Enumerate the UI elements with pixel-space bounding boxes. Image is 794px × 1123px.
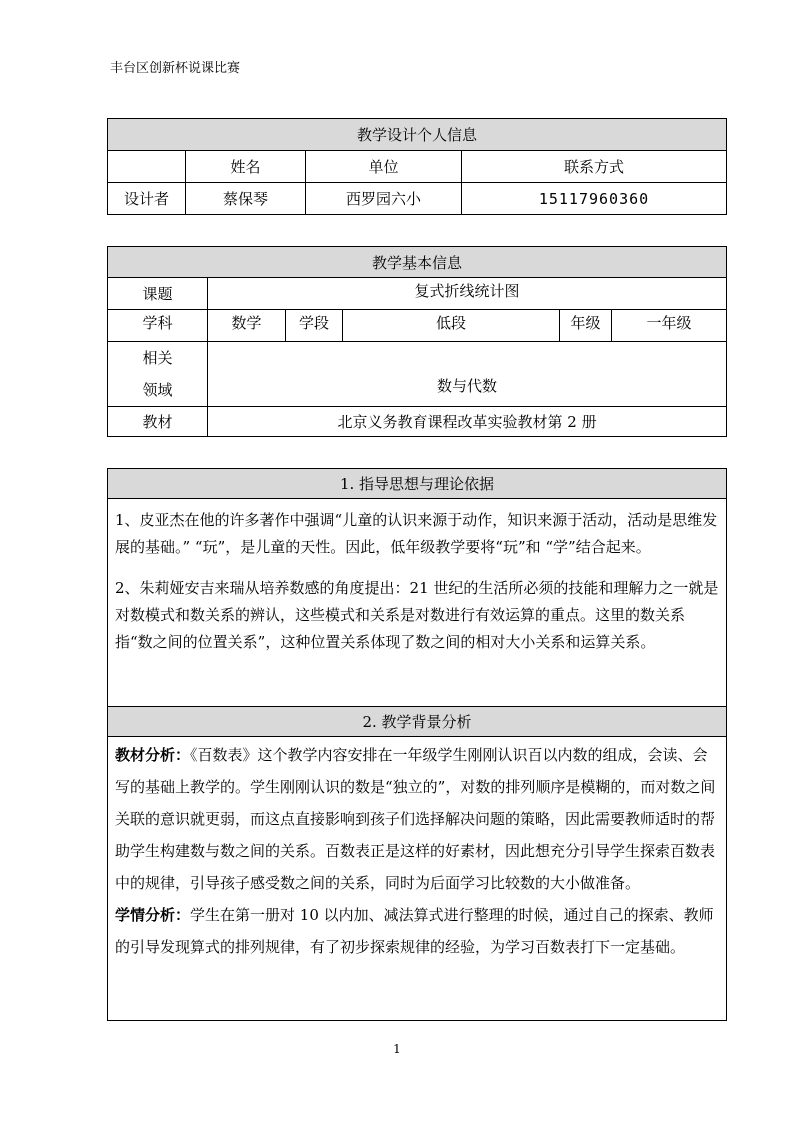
- designer-label: 设计者: [108, 183, 186, 215]
- design-sections-table: [107, 468, 727, 1021]
- basic-info-title: 教学基本信息: [108, 247, 727, 278]
- personal-info-table: [107, 118, 727, 215]
- page-header: 丰台区创新杯说课比赛: [110, 61, 241, 76]
- designer-unit: 西罗园六小: [306, 183, 462, 215]
- grade-label: 年级: [560, 310, 612, 342]
- col-unit-header: 单位: [306, 151, 462, 183]
- col-name-header: 姓名: [186, 151, 306, 183]
- textbook-label: 教材: [108, 407, 208, 437]
- grade-value: 一年级: [612, 310, 727, 342]
- col-contact-header: 联系方式: [462, 151, 727, 183]
- subject-value: 数学: [208, 310, 286, 342]
- designer-name: 蔡保琴: [186, 183, 306, 215]
- domain-label: [108, 342, 208, 407]
- personal-info-title: 教学设计个人信息: [108, 119, 727, 151]
- domain-value: 数与代数: [208, 342, 727, 407]
- empty-cell: [108, 151, 186, 183]
- basic-info-table: [107, 246, 727, 437]
- material-analysis-paragraph: [115, 739, 720, 899]
- stage-label: 学段: [286, 310, 343, 342]
- domain-label-line-1: 相关: [142, 349, 173, 367]
- section1-paragraph-1: 1、皮亚杰在他的许多著作中强调“儿童的认识来源于动作，知识来源于活动，活动是思维发展的基础。” “玩”，是儿童的天性。因此，低年级教学要将“玩”和 “学”结合起来。: [115, 511, 718, 556]
- learner-analysis-text: 学生在第一册对 10 以内加、减法算式进行整理的时候，通过自己的探索、教师的引导发现算式的排列规律，有了初步探索规律的经验，为学习百数表打下一定基础。: [115, 906, 714, 956]
- topic-label: 课题: [108, 278, 208, 310]
- section1-paragraph-2: 2、朱莉娅安吉来瑞从培养数感的角度提出：21 世纪的生活所必须的技能和理解力之一就是对数模式和数关系的辨认，这些模式和关系是对数进行有效运算的重点。这里的数关系指“数之间的位置关系”，这种位置关系体现了数之间的相对大小关系和运算关系。: [115, 579, 719, 651]
- domain-label-line-2: 领域: [142, 381, 173, 399]
- material-analysis-text: 《百数表》这个教学内容安排在一年级学生刚刚认识百以内数的组成，会读、会写的基础上教学的。学生刚刚认识的数是“独立的”，对数的排列顺序是模糊的，而对数之间关联的意识就更弱，而这点直接影响到孩子们选择解决问题的策略，因此需要教师适时的帮助学生构建数与数之间的关系。百数表正是这样的好素材，因此想充分引导学生探索百数表中的规律，引导孩子感受数之间的关系，同时为后面学习比较数的大小做准备。: [115, 746, 716, 892]
- section2-title: 2. 教学背景分析: [108, 707, 727, 737]
- learner-analysis-label: 学情分析：: [115, 906, 191, 924]
- page-number: 1: [393, 1042, 401, 1056]
- stage-value: 低段: [343, 310, 560, 342]
- topic-value: 复式折线统计图: [208, 278, 727, 310]
- section1-body: [108, 499, 727, 707]
- subject-label: 学科: [108, 310, 208, 342]
- learner-analysis-paragraph: [115, 899, 720, 963]
- textbook-value: 北京义务教育课程改革实验教材第 2 册: [208, 407, 727, 437]
- material-analysis-label: 教材分析：: [115, 746, 191, 764]
- section1-title: 1. 指导思想与理论依据: [108, 469, 727, 499]
- section2-body: [108, 737, 727, 1021]
- designer-contact: 15117960360: [462, 183, 727, 215]
